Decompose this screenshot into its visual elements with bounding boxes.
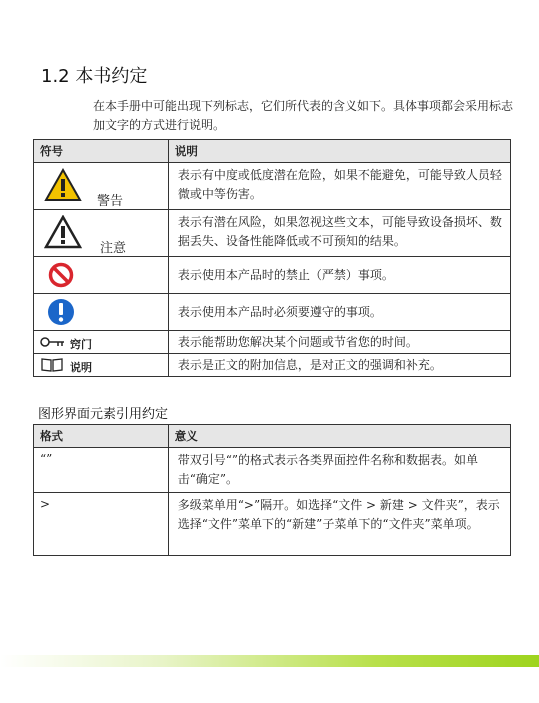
description-cell: 表示是正文的附加信息，是对正文的强调和补充。 (168, 354, 510, 377)
header-description: 说明 (168, 140, 510, 163)
table-row (34, 493, 511, 556)
gui-convention-title: 图形界面元素引用约定 (38, 407, 169, 422)
warning-label: 警告 (97, 194, 124, 209)
format-cell: “” (34, 448, 169, 493)
format-cell: > (34, 493, 169, 556)
symbol-cell (34, 294, 169, 331)
table-row (34, 294, 511, 331)
exclamation-circle-icon (47, 298, 75, 326)
tip-label: 窍门 (70, 338, 92, 351)
gui-convention-table (33, 424, 511, 556)
footer-gradient-bar (0, 655, 539, 667)
symbol-cell (34, 257, 169, 294)
meaning-cell: 带双引号“”的格式表示各类界面控件名称和数据表。如单击“确定”。 (168, 448, 510, 493)
description-cell: 表示有中度或低度潜在危险，如果不能避免，可能导致人员轻微或中等伤害。 (168, 163, 510, 210)
note-label: 说明 (70, 361, 92, 374)
table-row (34, 257, 511, 294)
symbol-table (33, 139, 511, 377)
table-row (34, 331, 511, 354)
prohibition-icon (48, 262, 74, 288)
meaning-cell: 多级菜单用“>”隔开。如选择“文件 > 新建 > 文件夹”，表示选择“文件”菜单下的“新建”子菜单下的“文件夹”菜单项。 (168, 493, 510, 556)
gui-table-header (34, 425, 511, 448)
table-row (34, 163, 511, 210)
symbol-cell (34, 210, 169, 257)
table-row (34, 448, 511, 493)
symbol-cell (34, 163, 169, 210)
symbol-table-header (34, 140, 511, 163)
description-cell: 表示使用本产品时必须要遵守的事项。 (168, 294, 510, 331)
table-row (34, 354, 511, 377)
caution-label: 注意 (100, 241, 127, 256)
description-cell: 表示能帮助您解决某个问题或节省您的时间。 (168, 331, 510, 354)
header-meaning: 意义 (168, 425, 510, 448)
header-symbol: 符号 (34, 140, 169, 163)
header-format: 格式 (34, 425, 169, 448)
intro-paragraph: 在本手册中可能出现下列标志，它们所代表的含义如下。具体事项都会采用标志加文字的方式进行说明。 (93, 99, 514, 132)
section-title: 1.2 本书约定 (41, 66, 148, 87)
table-row (34, 210, 511, 257)
description-cell: 表示使用本产品时的禁止（严禁）事项。 (168, 257, 510, 294)
book-icon (41, 358, 63, 372)
warning-icon (44, 168, 82, 202)
symbol-cell (34, 331, 169, 354)
symbol-cell (34, 354, 169, 377)
key-icon (40, 336, 66, 348)
caution-icon (44, 215, 82, 249)
description-cell: 表示有潜在风险，如果忽视这些文本，可能导致设备损坏、数据丢失、设备性能降低或不可预知的结果。 (168, 210, 510, 257)
